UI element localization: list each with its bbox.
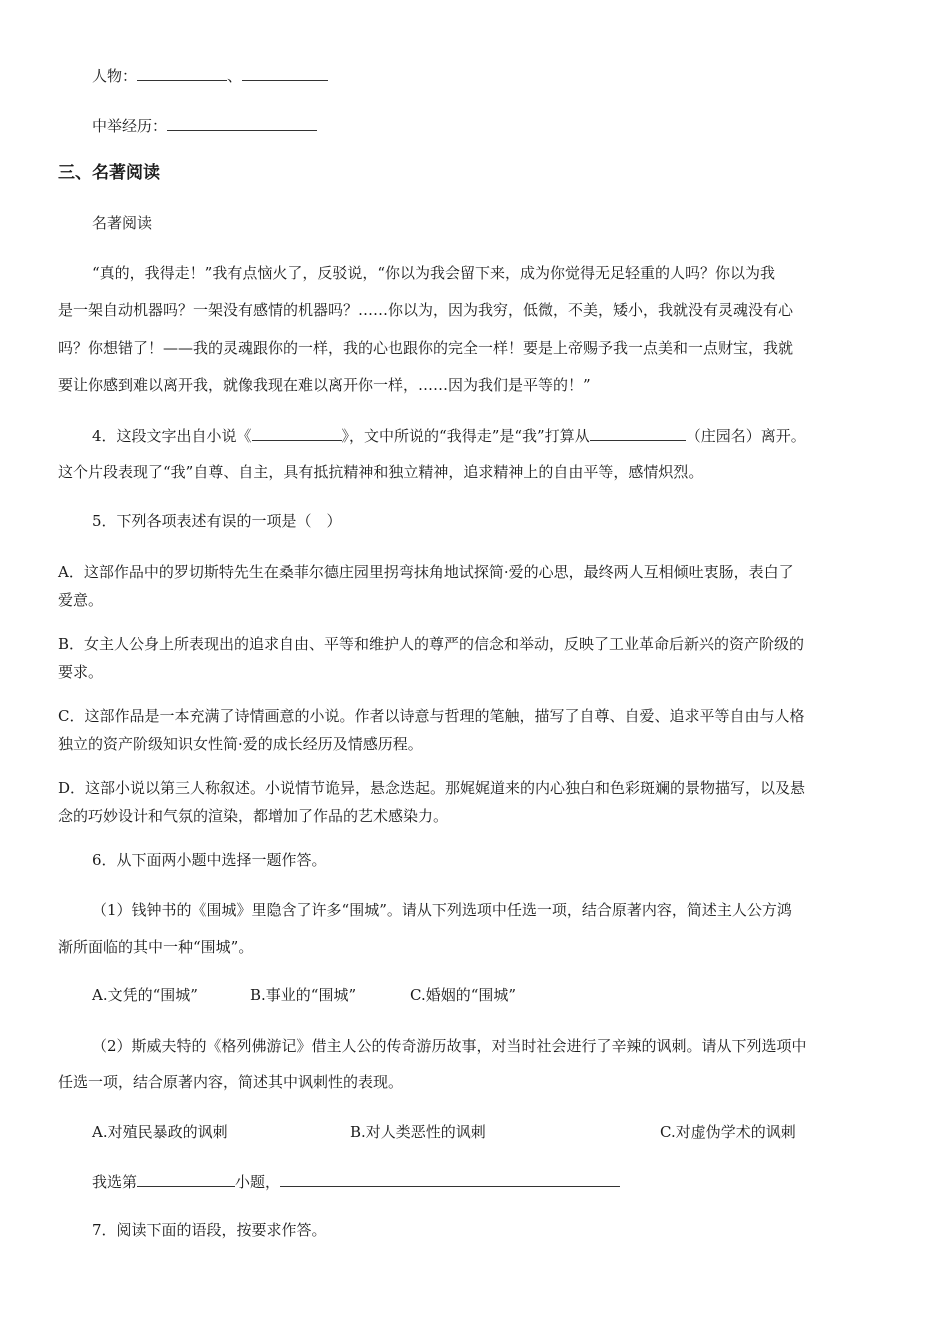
passage-line: 吗？你想错了！——我的灵魂跟你的一样，我的心也跟你的完全一样！要是上帝赐予我一点美和一点财宝，我就 — [58, 339, 794, 357]
q4-text: （庄园名）离开。 — [685, 427, 806, 445]
q5-option-b: B．女主人公身上所表现出的追求自由、平等和维护人的尊严的信念和举动，反映了工业革命后新兴的资产阶级的 — [58, 635, 805, 653]
q5-option-a: A．这部作品中的罗切斯特先生在桑菲尔德庄园里拐弯抹角地试探简·爱的心思，最终两人互相倾吐衷肠，表白了 — [58, 563, 794, 581]
q6-sub1-option: B.事业的“围城” — [250, 986, 357, 1004]
q5-option-b-cont: 要求。 — [58, 663, 104, 681]
q5-option-c: C．这部作品是一本充满了诗情画意的小说。作者以诗意与哲理的笔触，描写了自尊、自爱、追求平等自由与人格 — [58, 707, 805, 725]
q6-sub2-line-2: 任选一项，结合原著内容，简述其中讽刺性的表现。 — [58, 1073, 404, 1091]
passage-line: 要让你感到难以离开我，就像我现在难以离开你一样，……因为我们是平等的！” — [58, 376, 591, 394]
q6-answer-line — [92, 1172, 620, 1192]
character-blank-2[interactable] — [242, 66, 328, 81]
novel-title-blank[interactable] — [252, 426, 342, 441]
q7-stem: 7．阅读下面的语段，按要求作答。 — [92, 1221, 327, 1239]
q4-line-1 — [92, 426, 806, 446]
q5-option-c-cont: 独立的资产阶级知识女性简·爱的成长经历及情感历程。 — [58, 735, 423, 753]
section-heading: 三、名著阅读 — [58, 163, 160, 183]
section-subheading: 名著阅读 — [92, 214, 153, 232]
q5-option-d: D．这部小说以第三人称叙述。小说情节诡异，悬念迭起。那娓娓道来的内心独白和色彩斑斓的景物描写，以及悬 — [58, 779, 806, 797]
q6-sub2-option: B.对人类恶性的讽刺 — [350, 1123, 486, 1141]
q6-sub1-option: A.文凭的“围城” — [92, 986, 198, 1004]
answer-prefix: 我选第 — [92, 1173, 138, 1191]
q4-line-2: 这个片段表现了“我”自尊、自主，具有抵抗精神和独立精神，追求精神上的自由平等，感情炽烈。 — [58, 463, 704, 481]
exam-line — [92, 116, 317, 136]
choice-number-blank[interactable] — [137, 1172, 235, 1187]
passage-line: 是一架自动机器吗？一架没有感情的机器吗？……你以为，因为我穷，低微，不美，矮小，我就没有灵魂没有心 — [58, 301, 794, 319]
q6-sub1-line-2: 渐所面临的其中一种“围城”。 — [58, 938, 254, 956]
characters-label: 人物： — [92, 67, 138, 85]
q6-sub2-line-1: （2）斯威夫特的《格列佛游记》借主人公的传奇游历故事，对当时社会进行了辛辣的讽刺。请从下列选项中 — [92, 1037, 807, 1055]
estate-name-blank[interactable] — [590, 426, 686, 441]
q5-stem: 5．下列各项表述有误的一项是（ ） — [92, 512, 342, 530]
characters-separator: 、 — [227, 67, 243, 85]
characters-line — [92, 66, 328, 86]
answer-mid: 小题， — [235, 1173, 281, 1191]
q5-option-d-cont: 念的巧妙设计和气氛的渲染，都增加了作品的艺术感染力。 — [58, 807, 449, 825]
passage-line: “真的，我得走！”我有点恼火了，反驳说，“你以为我会留下来，成为你觉得无足轻重的人吗？你以为我 — [92, 264, 776, 282]
character-blank-1[interactable] — [137, 66, 227, 81]
q6-sub1-option: C.婚姻的“围城” — [410, 986, 517, 1004]
q6-sub1-line-1: （1）钱钟书的《围城》里隐含了许多“围城”。请从下列选项中任选一项，结合原著内容，简述主人公方鸿 — [92, 901, 792, 919]
answer-blank[interactable] — [280, 1172, 620, 1187]
q6-sub2-option: C.对虚伪学术的讽刺 — [660, 1123, 796, 1141]
q4-text: 》，文中所说的“我得走”是“我”打算从 — [341, 427, 590, 445]
q6-sub2-option: A.对殖民暴政的讽刺 — [92, 1123, 228, 1141]
exam-label: 中举经历： — [92, 117, 168, 135]
q6-stem: 6．从下面两小题中选择一题作答。 — [92, 851, 327, 869]
exam-blank[interactable] — [167, 116, 317, 131]
q4-text: 4．这段文字出自小说《 — [92, 427, 252, 445]
q5-option-a-cont: 爱意。 — [58, 591, 104, 609]
